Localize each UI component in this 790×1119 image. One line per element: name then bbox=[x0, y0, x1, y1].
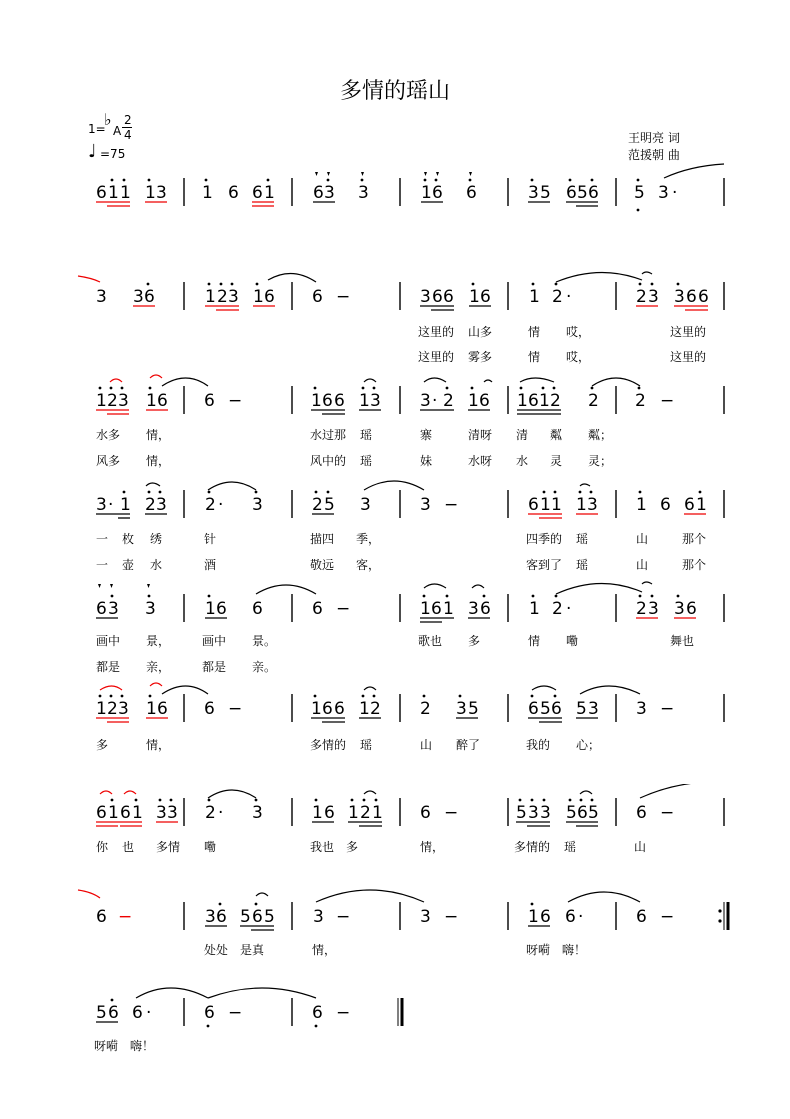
lyric: 客， bbox=[356, 558, 381, 572]
svg-text:6: 6 bbox=[204, 391, 215, 411]
svg-text:6: 6 bbox=[96, 803, 107, 823]
lyric: 你 bbox=[96, 840, 109, 854]
lyric: 是真 bbox=[240, 943, 265, 957]
svg-text:6: 6 bbox=[216, 599, 227, 619]
svg-text:6: 6 bbox=[157, 699, 168, 719]
lyric: 山 bbox=[634, 840, 647, 854]
lyric: 季， bbox=[356, 532, 381, 546]
lyric: 情， bbox=[146, 454, 171, 468]
lyric-row-2b-3: 情 bbox=[528, 350, 541, 364]
svg-text:2: 2 bbox=[420, 699, 431, 719]
lyric: 情， bbox=[420, 840, 445, 854]
svg-text:−: − bbox=[660, 391, 675, 411]
svg-text:1: 1 bbox=[348, 803, 359, 823]
svg-text:−: − bbox=[228, 699, 243, 719]
lyric: 亲， bbox=[146, 660, 171, 674]
svg-text:3: 3 bbox=[674, 599, 685, 619]
lyric: 清 bbox=[516, 428, 529, 442]
svg-text:3: 3 bbox=[587, 495, 598, 515]
lyric: 灵； bbox=[588, 454, 613, 468]
svg-text:−: − bbox=[228, 1003, 243, 1023]
lyric: 清呀 bbox=[468, 428, 493, 442]
svg-text:3: 3 bbox=[205, 907, 216, 927]
svg-text:2: 2 bbox=[107, 699, 118, 719]
svg-text:6: 6 bbox=[312, 1003, 323, 1023]
svg-text:6: 6 bbox=[313, 183, 324, 203]
svg-text:1: 1 bbox=[539, 391, 550, 411]
lyric: 多情 bbox=[156, 840, 181, 854]
svg-text:2: 2 bbox=[370, 699, 381, 719]
svg-text:3: 3 bbox=[156, 183, 167, 203]
svg-text:6: 6 bbox=[144, 287, 155, 307]
svg-text:2: 2 bbox=[636, 287, 647, 307]
lyric: 敬远 bbox=[310, 558, 335, 572]
key-prefix: 1= bbox=[88, 122, 106, 136]
svg-text:6: 6 bbox=[565, 907, 576, 927]
svg-text:·: · bbox=[146, 1003, 152, 1023]
lyric: 心； bbox=[576, 738, 601, 752]
svg-text:3: 3 bbox=[360, 495, 371, 515]
svg-text:2: 2 bbox=[205, 495, 216, 515]
lyric: 客到了 bbox=[526, 558, 563, 572]
lyric: 水呀 bbox=[468, 454, 493, 468]
score-row-2 bbox=[0, 268, 790, 318]
svg-text:5: 5 bbox=[540, 699, 551, 719]
svg-text:6: 6 bbox=[577, 803, 588, 823]
lyric: 那个 bbox=[682, 558, 707, 572]
svg-text:3: 3 bbox=[324, 183, 335, 203]
svg-text:5: 5 bbox=[576, 699, 587, 719]
svg-text:3: 3 bbox=[636, 699, 647, 719]
lyric: 枚 bbox=[122, 532, 135, 546]
lyric: 都是 bbox=[96, 660, 121, 674]
key-letter: A bbox=[113, 124, 122, 138]
svg-text:1: 1 bbox=[420, 599, 431, 619]
lyric: 灵 bbox=[550, 454, 563, 468]
svg-text:3: 3 bbox=[420, 391, 431, 411]
lyric: 水 bbox=[516, 454, 529, 468]
svg-text:−: − bbox=[118, 907, 133, 927]
svg-text:6: 6 bbox=[252, 907, 263, 927]
lyric: 壶 bbox=[122, 558, 135, 572]
lyric: 瑶 bbox=[360, 428, 373, 442]
svg-text:1: 1 bbox=[469, 287, 480, 307]
svg-text:1: 1 bbox=[145, 183, 156, 203]
page-title: 多情的瑶山 bbox=[339, 79, 450, 104]
lyric: 处处 bbox=[204, 943, 229, 957]
svg-text:1: 1 bbox=[529, 287, 540, 307]
svg-text:6: 6 bbox=[466, 183, 477, 203]
svg-text:6: 6 bbox=[566, 183, 577, 203]
lyric: 粼； bbox=[588, 428, 613, 442]
lyric: 描四 bbox=[310, 532, 335, 546]
svg-text:3: 3 bbox=[468, 599, 479, 619]
svg-text:·: · bbox=[108, 495, 114, 515]
score-row-4 bbox=[0, 476, 790, 526]
svg-text:6: 6 bbox=[312, 599, 323, 619]
svg-text:1: 1 bbox=[696, 495, 707, 515]
svg-text:1: 1 bbox=[120, 183, 131, 203]
lyric: 多情的 bbox=[310, 738, 347, 752]
svg-text:6: 6 bbox=[334, 391, 345, 411]
svg-text:3: 3 bbox=[96, 495, 107, 515]
lyric-row-2b-4: 哎， bbox=[566, 350, 591, 364]
lyric: 多 bbox=[468, 634, 481, 648]
svg-text:3: 3 bbox=[167, 803, 178, 823]
meter-bottom: 4 bbox=[124, 128, 132, 142]
svg-text:2: 2 bbox=[552, 287, 563, 307]
lyric: 情 bbox=[528, 634, 541, 648]
lyric: 嘞 bbox=[566, 634, 579, 648]
svg-text:1: 1 bbox=[108, 803, 119, 823]
svg-text:−: − bbox=[336, 287, 351, 307]
svg-text:1: 1 bbox=[205, 599, 216, 619]
svg-text:2: 2 bbox=[588, 391, 599, 411]
svg-text:3: 3 bbox=[528, 803, 539, 823]
svg-text:3: 3 bbox=[370, 391, 381, 411]
svg-text:1: 1 bbox=[311, 391, 322, 411]
svg-text:1: 1 bbox=[517, 391, 528, 411]
lyric: 画中 bbox=[96, 634, 121, 648]
flat-sign: ♭ bbox=[104, 110, 112, 129]
lyric: 一 bbox=[96, 558, 109, 572]
svg-text:−: − bbox=[660, 803, 675, 823]
svg-text:6: 6 bbox=[204, 699, 215, 719]
lyric: 风多 bbox=[96, 454, 121, 468]
svg-text:·: · bbox=[566, 599, 572, 619]
svg-text:3: 3 bbox=[540, 803, 551, 823]
svg-text:−: − bbox=[336, 907, 351, 927]
svg-text:5: 5 bbox=[540, 183, 551, 203]
svg-text:3: 3 bbox=[420, 287, 431, 307]
svg-text:2: 2 bbox=[636, 599, 647, 619]
lyric: 水多 bbox=[96, 428, 121, 442]
svg-text:1: 1 bbox=[311, 699, 322, 719]
svg-text:6: 6 bbox=[480, 287, 491, 307]
score-row-3 bbox=[0, 372, 790, 422]
lyric: 亲。 bbox=[252, 660, 277, 674]
svg-text:1: 1 bbox=[120, 495, 131, 515]
svg-text:2: 2 bbox=[205, 803, 216, 823]
svg-text:1: 1 bbox=[540, 495, 551, 515]
svg-text:3: 3 bbox=[420, 495, 431, 515]
svg-text:1: 1 bbox=[146, 699, 157, 719]
lyric: 多 bbox=[96, 738, 109, 752]
svg-text:6: 6 bbox=[684, 495, 695, 515]
lyricist: 王明亮 词 bbox=[628, 131, 680, 145]
lyric: 多 bbox=[346, 840, 359, 854]
score-row-9 bbox=[0, 984, 790, 1038]
score-row-7 bbox=[0, 784, 790, 834]
lyric: 山 bbox=[636, 558, 649, 572]
svg-text:3: 3 bbox=[156, 803, 167, 823]
svg-text:2: 2 bbox=[145, 495, 156, 515]
svg-text:3: 3 bbox=[658, 183, 669, 203]
lyric-row-2b-2: 雾多 bbox=[468, 350, 493, 364]
lyric: 呀嗬 bbox=[94, 1039, 119, 1053]
svg-text:6: 6 bbox=[480, 599, 491, 619]
svg-text:6: 6 bbox=[324, 803, 335, 823]
lyric: 绣 bbox=[150, 532, 163, 546]
svg-text:6: 6 bbox=[120, 803, 131, 823]
svg-text:6: 6 bbox=[528, 495, 539, 515]
lyric: 我的 bbox=[526, 738, 551, 752]
svg-text:6: 6 bbox=[588, 183, 599, 203]
svg-text:1: 1 bbox=[359, 391, 370, 411]
svg-text:6: 6 bbox=[636, 907, 647, 927]
lyric-row-2a-1: 这里的 bbox=[418, 325, 455, 339]
lyric: 一 bbox=[96, 532, 109, 546]
svg-text:3: 3 bbox=[156, 495, 167, 515]
score-row-8 bbox=[0, 884, 790, 938]
svg-text:3: 3 bbox=[96, 287, 107, 307]
svg-text:6: 6 bbox=[96, 183, 107, 203]
svg-text:6: 6 bbox=[322, 391, 333, 411]
svg-text:1: 1 bbox=[372, 803, 383, 823]
svg-text:6: 6 bbox=[228, 183, 239, 203]
lyric: 醉了 bbox=[456, 738, 481, 752]
lyric: 寨 bbox=[420, 428, 433, 442]
lyric: 酒 bbox=[204, 558, 217, 572]
svg-text:5: 5 bbox=[240, 907, 251, 927]
tempo-value: =75 bbox=[100, 147, 126, 161]
lyric: 情， bbox=[312, 943, 337, 957]
lyric: 多情的 bbox=[514, 840, 551, 854]
svg-text:6: 6 bbox=[132, 1003, 143, 1023]
svg-text:−: − bbox=[660, 699, 675, 719]
svg-text:5: 5 bbox=[264, 907, 275, 927]
lyric: 景。 bbox=[252, 634, 277, 648]
svg-text:5: 5 bbox=[566, 803, 577, 823]
svg-text:−: − bbox=[336, 1003, 351, 1023]
svg-text:6: 6 bbox=[420, 803, 431, 823]
lyric: 嗨！ bbox=[130, 1039, 155, 1053]
lyric: 瑶 bbox=[576, 558, 589, 572]
lyric-row-2b-5: 这里的 bbox=[670, 350, 707, 364]
lyric: 针 bbox=[204, 532, 217, 546]
lyric-row-2a-2: 山多 bbox=[468, 325, 493, 339]
svg-text:6: 6 bbox=[528, 699, 539, 719]
svg-text:1: 1 bbox=[253, 287, 264, 307]
svg-text:6: 6 bbox=[528, 391, 539, 411]
svg-text:6: 6 bbox=[686, 287, 697, 307]
lyric: 风中的 bbox=[310, 454, 347, 468]
lyric: 粼 bbox=[550, 428, 563, 442]
svg-text:6: 6 bbox=[431, 599, 442, 619]
svg-text:6: 6 bbox=[322, 699, 333, 719]
svg-text:3: 3 bbox=[252, 803, 263, 823]
svg-text:3: 3 bbox=[588, 699, 599, 719]
svg-text:6: 6 bbox=[540, 907, 551, 927]
svg-text:3: 3 bbox=[228, 287, 239, 307]
svg-text:6: 6 bbox=[432, 183, 443, 203]
svg-text:2: 2 bbox=[107, 391, 118, 411]
lyric-row-2a-4: 哎， bbox=[566, 325, 591, 339]
svg-text:6: 6 bbox=[252, 183, 263, 203]
svg-text:·: · bbox=[218, 803, 224, 823]
svg-text:−: − bbox=[336, 599, 351, 619]
composer: 范援朝 曲 bbox=[628, 148, 680, 162]
score-row-6 bbox=[0, 680, 790, 730]
svg-text:5: 5 bbox=[516, 803, 527, 823]
svg-text:3: 3 bbox=[358, 183, 369, 203]
svg-text:6: 6 bbox=[636, 803, 647, 823]
svg-text:3: 3 bbox=[118, 391, 129, 411]
lyric: 景， bbox=[146, 634, 171, 648]
svg-text:−: − bbox=[444, 907, 459, 927]
svg-text:3: 3 bbox=[118, 699, 129, 719]
lyric: 情， bbox=[146, 738, 171, 752]
svg-text:6: 6 bbox=[216, 907, 227, 927]
meter-top: 2 bbox=[124, 113, 132, 127]
svg-text:6: 6 bbox=[686, 599, 697, 619]
svg-text:1: 1 bbox=[529, 599, 540, 619]
svg-text:1: 1 bbox=[146, 391, 157, 411]
lyric: 瑶 bbox=[576, 532, 589, 546]
lyric: 嘞 bbox=[204, 840, 217, 854]
svg-text:1: 1 bbox=[636, 495, 647, 515]
svg-text:2: 2 bbox=[443, 391, 454, 411]
svg-text:6: 6 bbox=[96, 907, 107, 927]
svg-text:3: 3 bbox=[313, 907, 324, 927]
svg-text:−: − bbox=[444, 803, 459, 823]
tempo-note-icon: ♩ bbox=[88, 141, 97, 162]
lyric: 舞也 bbox=[670, 634, 695, 648]
svg-text:3: 3 bbox=[674, 287, 685, 307]
lyric: 情， bbox=[146, 428, 171, 442]
lyric: 嗨！ bbox=[562, 943, 587, 957]
svg-text:1: 1 bbox=[108, 183, 119, 203]
svg-text:1: 1 bbox=[96, 391, 107, 411]
svg-text:5: 5 bbox=[468, 699, 479, 719]
svg-text:1: 1 bbox=[202, 183, 213, 203]
svg-text:·: · bbox=[432, 391, 438, 411]
svg-text:·: · bbox=[566, 287, 572, 307]
svg-text:·: · bbox=[672, 183, 678, 203]
svg-text:6: 6 bbox=[443, 287, 454, 307]
svg-text:·: · bbox=[578, 907, 584, 927]
lyric: 水 bbox=[150, 558, 163, 572]
svg-text:6: 6 bbox=[264, 287, 275, 307]
svg-text:5: 5 bbox=[324, 495, 335, 515]
lyric: 妹 bbox=[420, 454, 433, 468]
svg-text:3: 3 bbox=[456, 699, 467, 719]
svg-text:2: 2 bbox=[552, 599, 563, 619]
svg-text:3: 3 bbox=[252, 495, 263, 515]
lyric: 水过那 bbox=[310, 428, 347, 442]
lyric-row-2b-1: 这里的 bbox=[418, 350, 455, 364]
svg-text:1: 1 bbox=[468, 391, 479, 411]
svg-text:2: 2 bbox=[217, 287, 228, 307]
svg-text:3: 3 bbox=[528, 183, 539, 203]
lyric: 画中 bbox=[202, 634, 227, 648]
svg-text:6: 6 bbox=[432, 287, 443, 307]
lyric: 都是 bbox=[202, 660, 227, 674]
svg-text:5: 5 bbox=[577, 183, 588, 203]
lyric: 四季的 bbox=[526, 532, 563, 546]
svg-text:1: 1 bbox=[96, 699, 107, 719]
svg-text:·: · bbox=[218, 495, 224, 515]
lyric: 那个 bbox=[682, 532, 707, 546]
svg-text:1: 1 bbox=[421, 183, 432, 203]
svg-text:3: 3 bbox=[133, 287, 144, 307]
lyric: 瑶 bbox=[360, 454, 373, 468]
svg-text:2: 2 bbox=[360, 803, 371, 823]
svg-text:1: 1 bbox=[312, 803, 323, 823]
svg-text:−: − bbox=[228, 391, 243, 411]
svg-text:6: 6 bbox=[698, 287, 709, 307]
svg-text:1: 1 bbox=[576, 495, 587, 515]
svg-text:6: 6 bbox=[479, 391, 490, 411]
svg-text:6: 6 bbox=[157, 391, 168, 411]
svg-text:6: 6 bbox=[204, 1003, 215, 1023]
score-row-5 bbox=[0, 576, 790, 630]
svg-text:3: 3 bbox=[145, 599, 156, 619]
svg-text:3: 3 bbox=[648, 599, 659, 619]
lyric: 呀嗬 bbox=[526, 943, 551, 957]
lyric: 山 bbox=[420, 738, 433, 752]
svg-text:3: 3 bbox=[648, 287, 659, 307]
svg-text:6: 6 bbox=[312, 287, 323, 307]
lyric: 瑶 bbox=[360, 738, 373, 752]
score-row-1 bbox=[0, 160, 790, 220]
svg-text:1: 1 bbox=[528, 907, 539, 927]
svg-text:1: 1 bbox=[205, 287, 216, 307]
lyric: 歌也 bbox=[418, 634, 443, 648]
lyric: 瑶 bbox=[564, 840, 577, 854]
svg-text:5: 5 bbox=[634, 183, 645, 203]
lyric-row-2a-3: 情 bbox=[528, 325, 541, 339]
svg-text:1: 1 bbox=[264, 183, 275, 203]
svg-text:−: − bbox=[444, 495, 459, 515]
lyric: 也 bbox=[122, 840, 135, 854]
svg-text:2: 2 bbox=[550, 391, 561, 411]
svg-text:6: 6 bbox=[252, 599, 263, 619]
svg-text:1: 1 bbox=[551, 495, 562, 515]
svg-text:2: 2 bbox=[312, 495, 323, 515]
svg-text:−: − bbox=[660, 907, 675, 927]
svg-text:2: 2 bbox=[635, 391, 646, 411]
svg-text:6: 6 bbox=[551, 699, 562, 719]
svg-text:6: 6 bbox=[334, 699, 345, 719]
svg-text:1: 1 bbox=[443, 599, 454, 619]
svg-text:5: 5 bbox=[96, 1003, 107, 1023]
svg-text:6: 6 bbox=[108, 1003, 119, 1023]
lyric: 我也 bbox=[310, 840, 335, 854]
svg-text:6: 6 bbox=[660, 495, 671, 515]
svg-text:3: 3 bbox=[420, 907, 431, 927]
svg-text:1: 1 bbox=[132, 803, 143, 823]
svg-text:1: 1 bbox=[359, 699, 370, 719]
svg-text:5: 5 bbox=[588, 803, 599, 823]
lyric-row-2a-5: 这里的 bbox=[670, 325, 707, 339]
svg-text:3: 3 bbox=[108, 599, 119, 619]
svg-text:6: 6 bbox=[96, 599, 107, 619]
lyric: 山 bbox=[636, 532, 649, 546]
